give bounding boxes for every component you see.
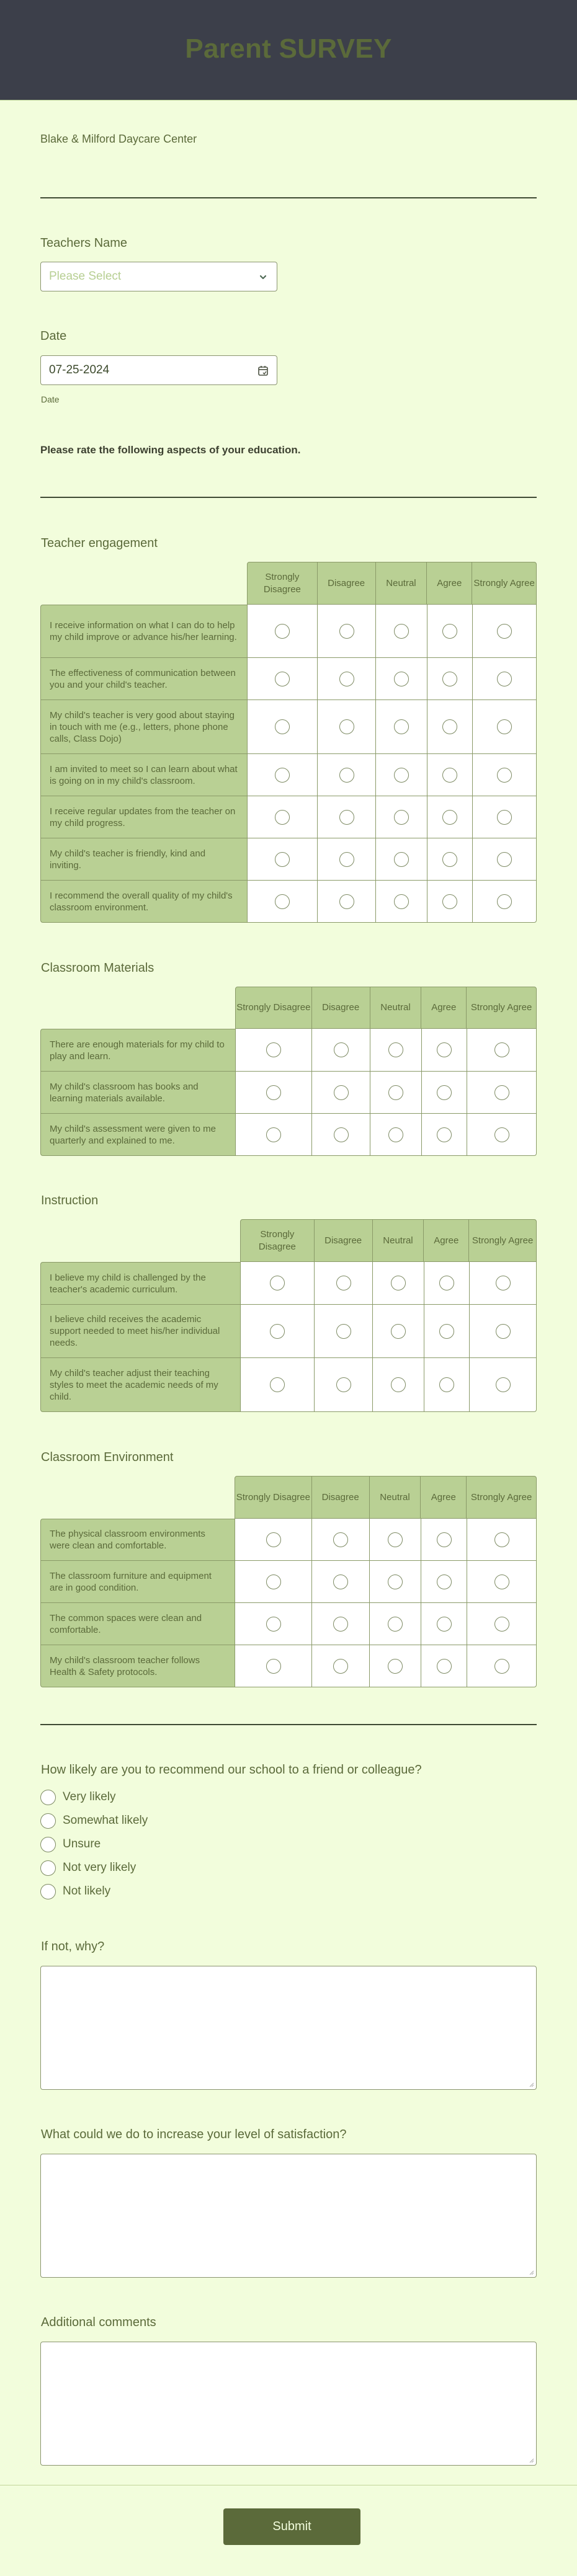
row-label: The physical classroom environments were clean and comfortable. <box>40 1519 235 1561</box>
radio-cell <box>311 1645 369 1687</box>
rating-radio[interactable] <box>275 852 290 867</box>
option-label: Very likely <box>63 1790 116 1803</box>
rating-radio[interactable] <box>275 672 290 686</box>
rating-radio[interactable] <box>394 810 409 825</box>
rating-radio[interactable] <box>439 1377 454 1392</box>
matrix-row <box>40 1519 537 1561</box>
submit-button[interactable]: Submit <box>223 2508 360 2545</box>
rating-radio[interactable] <box>339 852 354 867</box>
rating-radio[interactable] <box>496 1324 511 1339</box>
column-header: Strongly Agree <box>470 1491 532 1503</box>
rating-radio[interactable] <box>336 1276 351 1290</box>
recommend-option[interactable] <box>40 1789 116 1805</box>
rating-radio[interactable] <box>497 768 512 783</box>
radio-cell <box>235 1561 311 1603</box>
rating-radio[interactable] <box>270 1276 285 1290</box>
column-header: Agree <box>424 1220 469 1261</box>
matrix-title: Classroom Materials <box>41 961 154 975</box>
column-header: Neutral <box>376 562 427 604</box>
radio-cell <box>472 881 537 923</box>
radio-cell <box>372 1305 424 1358</box>
radio-cell <box>372 1358 424 1412</box>
rating-radio[interactable] <box>333 1617 348 1632</box>
rating-radio[interactable] <box>497 672 512 686</box>
rating-radio[interactable] <box>494 1574 509 1589</box>
radio-cell <box>317 658 375 700</box>
radio-cell <box>235 1029 311 1072</box>
rating-radio[interactable] <box>266 1085 281 1100</box>
column-header: Neutral <box>370 987 422 1028</box>
matrix-row <box>40 796 537 838</box>
rating-radio[interactable] <box>388 1042 403 1057</box>
rating-radio[interactable] <box>494 1042 509 1057</box>
radio-cell <box>314 1262 372 1305</box>
row-label: There are enough materials for my child to play and learn. <box>40 1029 235 1072</box>
rating-radio[interactable] <box>388 1617 403 1632</box>
matrix-row <box>40 881 537 923</box>
recommend-radio[interactable] <box>40 1837 56 1852</box>
radio-cell <box>235 1519 311 1561</box>
rating-radio[interactable] <box>439 1324 454 1339</box>
radio-cell <box>421 1072 467 1114</box>
rating-radio[interactable] <box>494 1532 509 1547</box>
radio-cell <box>472 700 537 754</box>
matrix-title: Instruction <box>41 1194 99 1207</box>
matrix-title: Teacher engagement <box>41 536 158 550</box>
rating-radio[interactable] <box>333 1659 348 1674</box>
rating-radio[interactable] <box>497 852 512 867</box>
rating-radio[interactable] <box>442 852 457 867</box>
radio-cell <box>472 605 537 658</box>
radio-cell <box>240 1305 314 1358</box>
option-label: Not very likely <box>63 1861 136 1874</box>
rating-radio[interactable] <box>494 1617 509 1632</box>
matrix-row <box>40 1305 537 1358</box>
radio-cell <box>467 1114 537 1156</box>
column-header: Disagree <box>315 1220 373 1261</box>
radio-cell <box>235 1114 311 1156</box>
column-header: Strongly Disagree <box>241 1220 315 1261</box>
radio-cell <box>427 838 472 881</box>
rating-radio[interactable] <box>494 1127 509 1142</box>
radio-cell <box>469 1358 537 1412</box>
textarea-label-satisfaction: What could we do to increase your level of satisfaction? <box>41 2128 347 2141</box>
rating-radio[interactable] <box>497 894 512 909</box>
radio-cell <box>369 1519 421 1561</box>
radio-cell <box>472 754 537 796</box>
radio-cell <box>427 700 472 754</box>
recommend-option[interactable] <box>40 1860 136 1876</box>
rating-radio[interactable] <box>339 768 354 783</box>
row-label: My child's teacher is very good about staying in touch with me (e.g., letters, phone phone calls, Class Dojo) <box>40 700 247 754</box>
radio-cell <box>421 1029 467 1072</box>
rating-radio[interactable] <box>388 1532 403 1547</box>
rating-radio[interactable] <box>442 810 457 825</box>
matrix-row <box>40 658 537 700</box>
matrix-row <box>40 1603 537 1645</box>
radio-cell <box>467 1072 537 1114</box>
radio-cell <box>317 754 375 796</box>
recommend-radio[interactable] <box>40 1790 56 1805</box>
radio-cell <box>372 1262 424 1305</box>
rating-radio[interactable] <box>497 719 512 734</box>
matrix-header <box>235 987 537 1029</box>
rating-radio[interactable] <box>266 1617 281 1632</box>
radio-cell <box>247 796 317 838</box>
radio-cell <box>314 1305 372 1358</box>
option-label: Unsure <box>63 1837 101 1850</box>
rating-radio[interactable] <box>333 1532 348 1547</box>
radio-cell <box>370 1072 421 1114</box>
radio-cell <box>427 605 472 658</box>
radio-cell <box>375 605 427 658</box>
matrix-row <box>40 1645 537 1687</box>
radio-cell <box>375 658 427 700</box>
row-label: The classroom furniture and equipment are in good condition. <box>40 1561 235 1603</box>
column-header: Strongly Disagree <box>235 1477 312 1518</box>
rating-radio[interactable] <box>388 1659 403 1674</box>
row-label: My child's teacher is friendly, kind and inviting. <box>40 838 247 881</box>
rating-radio[interactable] <box>266 1532 281 1547</box>
radio-cell <box>421 1561 467 1603</box>
matrix-row <box>40 700 537 754</box>
radio-cell <box>369 1645 421 1687</box>
radio-cell <box>424 1358 469 1412</box>
rating-radio[interactable] <box>339 810 354 825</box>
comments-textarea[interactable] <box>40 2342 537 2466</box>
option-label: Somewhat likely <box>63 1814 148 1827</box>
radio-cell <box>467 1029 537 1072</box>
rating-radio[interactable] <box>336 1377 351 1392</box>
radio-cell <box>235 1072 311 1114</box>
column-header: Neutral <box>373 1220 424 1261</box>
radio-cell <box>247 881 317 923</box>
calendar-icon[interactable] <box>257 365 269 377</box>
teachers-name-label: Teachers Name <box>40 236 128 250</box>
page-title: Parent SURVEY <box>185 33 392 64</box>
radio-cell <box>467 1561 537 1603</box>
rating-radio[interactable] <box>497 810 512 825</box>
matrix-row <box>40 1561 537 1603</box>
column-header: Neutral <box>370 1477 421 1518</box>
rating-radio[interactable] <box>339 719 354 734</box>
recommend-radio[interactable] <box>40 1884 56 1899</box>
date-value: 07-25-2024 <box>49 363 110 376</box>
rating-radio[interactable] <box>388 1127 403 1142</box>
radio-cell <box>370 1114 421 1156</box>
rating-radio[interactable] <box>266 1042 281 1057</box>
radio-cell <box>472 658 537 700</box>
radio-cell <box>314 1358 372 1412</box>
recommend-radio[interactable] <box>40 1813 56 1829</box>
matrix-row <box>40 1029 537 1072</box>
radio-cell <box>427 881 472 923</box>
rating-radio[interactable] <box>496 1377 511 1392</box>
rating-radio[interactable] <box>496 1276 511 1290</box>
row-label: I am invited to meet so I can learn about what is going on in my child's classroom. <box>40 754 247 796</box>
matrix-row <box>40 1072 537 1114</box>
rating-radio[interactable] <box>266 1574 281 1589</box>
rating-radio[interactable] <box>442 894 457 909</box>
radio-cell <box>421 1603 467 1645</box>
recommend-question: How likely are you to recommend our school to a friend or colleague? <box>41 1763 422 1777</box>
rating-radio[interactable] <box>394 719 409 734</box>
rating-instructions: Please rate the following aspects of your education. <box>40 444 301 456</box>
column-header: Strongly Disagree <box>236 987 312 1028</box>
matrix-header <box>235 1476 537 1519</box>
radio-cell <box>370 1029 421 1072</box>
radio-cell <box>467 1603 537 1645</box>
radio-cell <box>240 1358 314 1412</box>
radio-cell <box>427 658 472 700</box>
rating-radio[interactable] <box>334 1127 349 1142</box>
column-header: Agree <box>427 562 472 604</box>
organization-name: Blake & Milford Daycare Center <box>40 133 197 145</box>
column-header: Strongly Agree <box>470 1002 532 1013</box>
radio-cell <box>317 700 375 754</box>
radio-cell <box>375 838 427 881</box>
radio-cell <box>424 1305 469 1358</box>
recommend-radio[interactable] <box>40 1860 56 1876</box>
recommend-option[interactable] <box>40 1813 148 1829</box>
rating-radio[interactable] <box>442 672 457 686</box>
date-sublabel: Date <box>41 394 60 404</box>
rating-radio[interactable] <box>497 624 512 639</box>
rating-radio[interactable] <box>391 1377 406 1392</box>
rating-radio[interactable] <box>339 672 354 686</box>
rating-radio[interactable] <box>437 1127 452 1142</box>
radio-cell <box>235 1645 311 1687</box>
radio-cell <box>311 1519 369 1561</box>
rating-radio[interactable] <box>336 1324 351 1339</box>
radio-cell <box>247 838 317 881</box>
radio-cell <box>247 754 317 796</box>
radio-cell <box>311 1029 370 1072</box>
radio-cell <box>424 1262 469 1305</box>
rating-radio[interactable] <box>394 894 409 909</box>
matrix-row <box>40 605 537 658</box>
radio-cell <box>247 700 317 754</box>
why-textarea[interactable] <box>40 1966 537 2090</box>
row-label: I receive information on what I can do to help my child improve or advance his/her learning. <box>40 605 247 658</box>
date-label: Date <box>40 329 67 343</box>
date-input[interactable] <box>40 355 277 385</box>
rating-radio[interactable] <box>494 1085 509 1100</box>
rating-radio[interactable] <box>275 624 290 639</box>
radio-cell <box>375 796 427 838</box>
chevron-down-icon <box>257 271 269 283</box>
rating-radio[interactable] <box>442 624 457 639</box>
matrix-header <box>247 562 537 605</box>
column-header: Agree <box>421 1477 467 1518</box>
row-label: I recommend the overall quality of my child's classroom environment. <box>40 881 247 923</box>
rating-radio[interactable] <box>437 1659 452 1674</box>
row-label: My child's classroom has books and learning materials available. <box>40 1072 235 1114</box>
divider <box>40 497 537 498</box>
rating-radio[interactable] <box>339 894 354 909</box>
matrix-title: Classroom Environment <box>41 1450 174 1464</box>
radio-cell <box>469 1262 537 1305</box>
row-label: My child's classroom teacher follows Health & Safety protocols. <box>40 1645 235 1687</box>
radio-cell <box>421 1645 467 1687</box>
rating-radio[interactable] <box>334 1042 349 1057</box>
rating-radio[interactable] <box>439 1276 454 1290</box>
radio-cell <box>311 1561 369 1603</box>
rating-radio[interactable] <box>270 1324 285 1339</box>
radio-cell <box>311 1072 370 1114</box>
rating-radio[interactable] <box>266 1127 281 1142</box>
matrix-row <box>40 838 537 881</box>
radio-cell <box>469 1305 537 1358</box>
radio-cell <box>369 1603 421 1645</box>
radio-cell <box>317 796 375 838</box>
rating-radio[interactable] <box>275 894 290 909</box>
matrix-row <box>40 1358 537 1412</box>
rating-radio[interactable] <box>442 768 457 783</box>
row-label: I believe my child is challenged by the teacher's academic curriculum. <box>40 1262 240 1305</box>
column-header: Strongly Agree <box>473 577 535 588</box>
rating-radio[interactable] <box>437 1617 452 1632</box>
resize-handle-icon[interactable] <box>529 2270 534 2275</box>
recommend-option[interactable] <box>40 1883 110 1899</box>
matrix-row <box>40 1262 537 1305</box>
textarea-label-comments: Additional comments <box>41 2316 156 2329</box>
resize-handle-icon[interactable] <box>529 2458 534 2463</box>
rating-radio[interactable] <box>339 624 354 639</box>
rating-radio[interactable] <box>394 624 409 639</box>
matrix-row <box>40 1114 537 1156</box>
radio-cell <box>467 1519 537 1561</box>
column-header: Disagree <box>312 987 370 1028</box>
row-label: The common spaces were clean and comfortable. <box>40 1603 235 1645</box>
select-placeholder: Please Select <box>49 270 122 283</box>
rating-radio[interactable] <box>394 672 409 686</box>
radio-cell <box>247 658 317 700</box>
rating-radio[interactable] <box>394 852 409 867</box>
rating-radio[interactable] <box>437 1042 452 1057</box>
rating-radio[interactable] <box>388 1574 403 1589</box>
textarea-label-why: If not, why? <box>41 1940 105 1953</box>
rating-radio[interactable] <box>266 1659 281 1674</box>
divider <box>40 197 537 198</box>
radio-cell <box>427 796 472 838</box>
row-label: My child's teacher adjust their teaching styles to meet the academic needs of my child. <box>40 1358 240 1412</box>
radio-cell <box>240 1262 314 1305</box>
divider <box>40 1724 537 1725</box>
rating-radio[interactable] <box>394 768 409 783</box>
rating-radio[interactable] <box>334 1085 349 1100</box>
rating-radio[interactable] <box>442 719 457 734</box>
matrix-row <box>40 754 537 796</box>
radio-cell <box>375 754 427 796</box>
teachers-name-select[interactable] <box>40 262 277 291</box>
satisfaction-textarea[interactable] <box>40 2154 537 2278</box>
radio-cell <box>311 1114 370 1156</box>
rating-radio[interactable] <box>388 1085 403 1100</box>
rating-radio[interactable] <box>275 719 290 734</box>
radio-cell <box>317 605 375 658</box>
row-label: I believe child receives the academic support needed to meet his/her individual needs. <box>40 1305 240 1358</box>
column-header: Disagree <box>318 562 376 604</box>
radio-cell <box>247 605 317 658</box>
rating-radio[interactable] <box>391 1324 406 1339</box>
radio-cell <box>375 881 427 923</box>
column-header: Strongly Agree <box>472 1235 534 1246</box>
rating-radio[interactable] <box>275 768 290 783</box>
column-header: Agree <box>421 987 467 1028</box>
radio-cell <box>375 700 427 754</box>
radio-cell <box>317 838 375 881</box>
row-label: The effectiveness of communication between you and your child's teacher. <box>40 658 247 700</box>
rating-radio[interactable] <box>333 1574 348 1589</box>
radio-cell <box>427 754 472 796</box>
rating-radio[interactable] <box>437 1574 452 1589</box>
radio-cell <box>472 796 537 838</box>
column-header: Strongly Disagree <box>248 562 318 604</box>
rating-radio[interactable] <box>494 1659 509 1674</box>
recommend-option[interactable] <box>40 1836 101 1852</box>
rating-radio[interactable] <box>391 1276 406 1290</box>
row-label: My child's assessment were given to me quarterly and explained to me. <box>40 1114 235 1156</box>
radio-cell <box>467 1645 537 1687</box>
radio-cell <box>235 1603 311 1645</box>
rating-radio[interactable] <box>270 1377 285 1392</box>
matrix-header <box>240 1219 537 1262</box>
rating-radio[interactable] <box>437 1085 452 1100</box>
rating-radio[interactable] <box>437 1532 452 1547</box>
resize-handle-icon[interactable] <box>529 2082 534 2087</box>
radio-cell <box>369 1561 421 1603</box>
radio-cell <box>311 1603 369 1645</box>
page-header <box>0 0 577 100</box>
column-header: Disagree <box>312 1477 370 1518</box>
row-label: I receive regular updates from the teacher on my child progress. <box>40 796 247 838</box>
radio-cell <box>421 1114 467 1156</box>
option-label: Not likely <box>63 1885 111 1898</box>
radio-cell <box>472 838 537 881</box>
radio-cell <box>317 881 375 923</box>
rating-radio[interactable] <box>275 810 290 825</box>
radio-cell <box>421 1519 467 1561</box>
